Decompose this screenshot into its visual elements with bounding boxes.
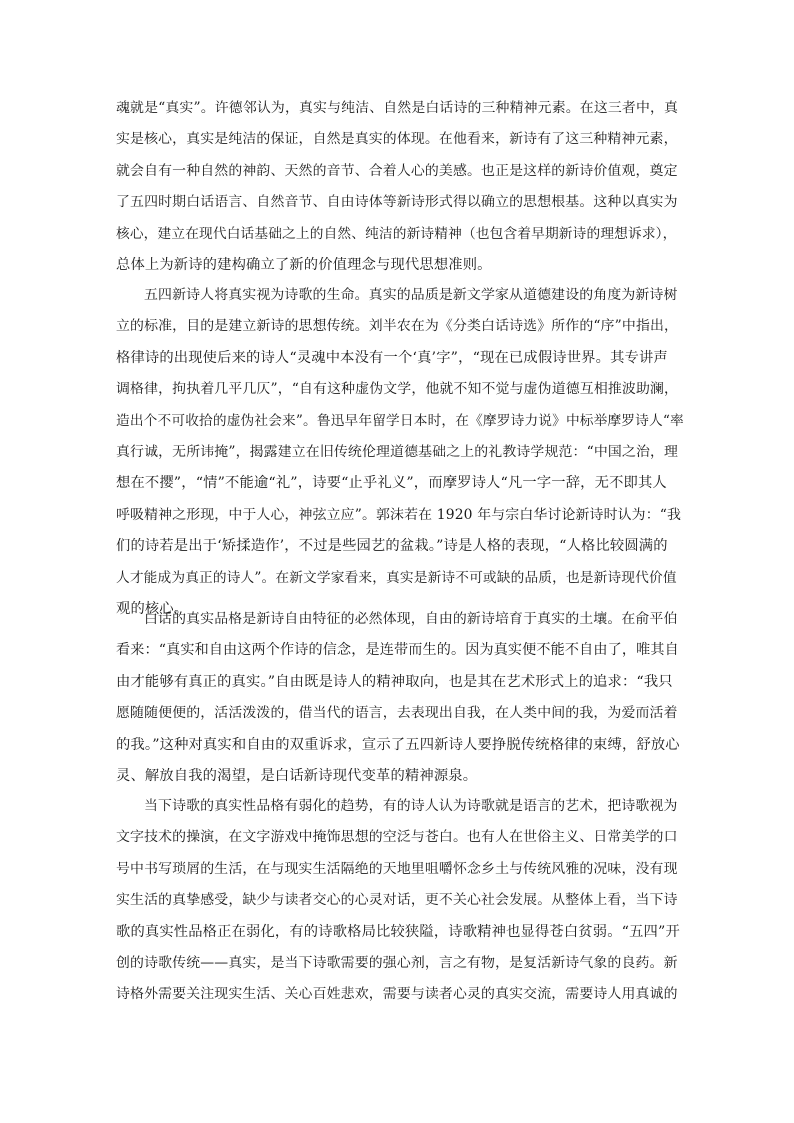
paragraph-1-line-3: 就会自有一种自然的神韵、天然的音节、合着人心的美感。也正是这样的新诗价值观，奠定 — [116, 162, 678, 179]
paragraph-2-line-2: 立的标准，目的是建立新诗的思想传统。刘半农在为《分类白话诗选》所作的“序”中指出， — [116, 318, 679, 335]
paragraph-1-line-4: 了五四时期白话语言、自然音节、自由诗体等新诗形式得以确立的思想根基。这种以真实为 — [116, 194, 678, 211]
paragraph-4-line-5: 歌的真实性品格正在弱化，有的诗歌格局比较狭隘，诗歌精神也显得苍白贫弱。“五四”开 — [116, 923, 680, 940]
paragraph-3-line-2: 看来：“真实和自由这两个作诗的信念，是连带而生的。因为真实便不能不自由了，唯其自 — [116, 642, 679, 659]
paragraph-4-line-6: 创的诗歌传统——真实，是当下诗歌需要的强心剂，言之有物，是复活新诗气象的良药。新 — [116, 955, 678, 971]
paragraph-3-line-4: 愿随随便便的，活活泼泼的，借当代的语言，去表现出自我，在人类中间的我，为爱而活着 — [116, 705, 678, 722]
paragraph-2-line-4: 调格律，拘执着几平几仄”，“自有这种虚伪文学，他就不知不觉与虚伪道德互相推波助澜， — [116, 381, 679, 398]
paragraph-2-line-6: 真行诚，无所讳掩”，揭露建立在旧传统伦理道德基础之上的礼教诗学规范：“中国之治，理 — [116, 444, 679, 460]
paragraph-2-line-7: 想在不撄”，“情”不能逾“礼”，诗要“止乎礼义”，而摩罗诗人“凡一字一辞，无不即其人 — [116, 475, 667, 492]
paragraph-1-line-5: 核心，建立在现代白话基础之上的自然、纯洁的新诗精神（也包含着早期新诗的理想诉求）， — [116, 225, 677, 242]
paragraph-1-line-6: 总体上为新诗的建构确立了新的价值理念与现代思想准则。 — [116, 257, 492, 273]
paragraph-1-line-2: 实是核心，真实是纯洁的保证，自然是真实的体现。在他看来，新诗有了这三种精神元素， — [116, 131, 678, 148]
paragraph-2-line-10: 人才能成为真正的诗人”。在新文学家看来，真实是新诗不可或缺的品质，也是新诗现代价值 — [116, 569, 677, 586]
paragraph-2-line-1: 五四新诗人将真实视为诗歌的生命。真实的品质是新文学家从道德建设的角度为新诗树 — [144, 287, 678, 303]
paragraph-4-line-1: 当下诗歌的真实性品格有弱化的趋势，有的诗人认为诗歌就是语言的艺术，把诗歌视为 — [144, 798, 678, 814]
paragraph-2-line-11: 观的核心。 — [116, 601, 189, 617]
paragraph-2-line-9: 们的诗若是出于‘矫揉造作’，不过是些园艺的盆栽。”诗是人格的表现，“人格比较圆满的 — [116, 538, 668, 555]
paragraph-4-line-3: 号中书写琐屑的生活，在与现实生活隔绝的天地里咀嚼怀念乡土与传统风雅的况味，没有现 — [116, 860, 678, 877]
paragraph-4-line-2: 文字技术的操演，在文字游戏中掩饰思想的空泛与苍白。也有人在世俗主义、日常美学的口 — [116, 829, 678, 846]
paragraph-3-line-3: 由才能够有真正的真实。”自由既是诗人的精神取向，也是其在艺术形式上的追求：“我只 — [116, 673, 673, 690]
paragraph-4-line-4: 实生活的真挚感受，缺少与读者交心的心灵对话，更不关心社会发展。从整体上看，当下诗 — [116, 892, 678, 909]
paragraph-2-line-5: 造出个不可收拾的虚伪社会来”。鲁迅早年留学日本时，在《摩罗诗力说》中标举摩罗诗人“率 — [116, 412, 684, 429]
paragraph-1-line-1: 魂就是“真实”。许德邻认为，真实与纯洁、自然是白话诗的三种精神元素。在这三者中，真 — [116, 100, 679, 116]
paragraph-2-line-3: 格律诗的出现使后来的诗人“灵魂中本没有一个‘真’字”，“现在已成假诗世界。其专讲声 — [116, 349, 668, 366]
paragraph-2-line-8: 呼吸精神之形现，中于人心，神弦立应”。郭沫若在 1920 年与宗白华讨论新诗时认为：“我 — [116, 506, 682, 523]
paragraph-4-line-7: 诗格外需要关注现实生活、关心百姓悲欢，需要与读者心灵的真实交流，需要诗人用真诚的 — [116, 986, 678, 1003]
paragraph-3-line-6: 灵、解放自我的渴望，是白话新诗现代变革的精神源泉。 — [116, 768, 478, 784]
paragraph-3-line-5: 的我。”这种对真实和自由的双重诉求，宣示了五四新诗人要挣脱传统格律的束缚，舒放心 — [116, 736, 680, 753]
paragraph-3-line-1: 白话的真实品格是新诗自由特征的必然体现，自由的新诗培育于真实的土壤。在俞平伯 — [144, 611, 678, 627]
